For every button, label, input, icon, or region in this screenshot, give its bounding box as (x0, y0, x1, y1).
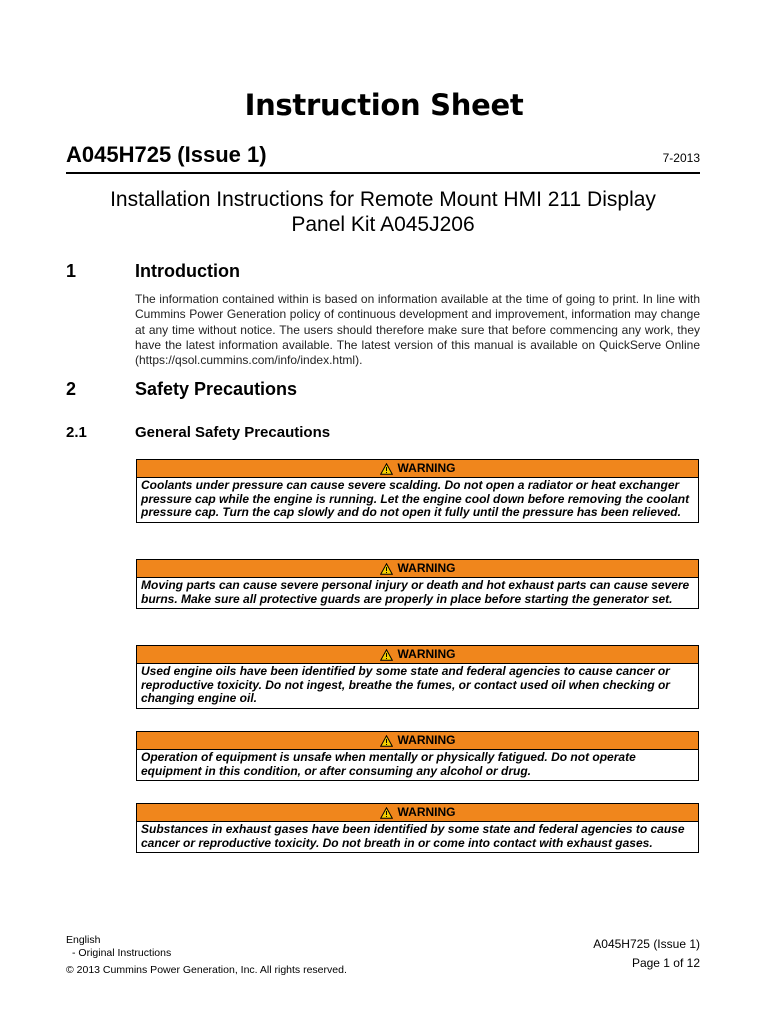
document-title: Instruction Sheet (244, 88, 524, 122)
warning-triangle-icon (380, 563, 393, 575)
subtitle-line-2: Panel Kit A045J206 (291, 213, 475, 236)
warning-box-fatigue (136, 731, 699, 781)
header-rule (66, 172, 700, 174)
warning-box-moving-parts (136, 559, 699, 609)
section-title-intro: Introduction (135, 261, 240, 281)
warning-label: WARNING (397, 805, 456, 819)
warning-header (137, 560, 698, 578)
warning-header (137, 732, 698, 750)
footer-original-instructions: - Original Instructions (72, 947, 172, 959)
footer-page-number: Page 1 of 12 (631, 956, 700, 970)
warning-label: WARNING (397, 561, 456, 575)
warning-text: Used engine oils have been identified by some state and federal agencies to cause cancer or reproductive toxicity. Do not ingest, breathe the fumes, or contact used oil when checking or changing engine oil. (141, 664, 670, 706)
intro-paragraph: The information contained within is based on information available at the time of going to print. In line with Cummins Power Generation policy of continuous development and improvement, information may change at any time without notice. The users should therefore make sure that before commencing any work, they have the latest information available. The latest version of this manual is available on QuickServe Online (https://qsol.cummins.com/info/index.html). (135, 292, 700, 368)
section-number-intro: 1 (66, 261, 77, 281)
subtitle-line-1: Installation Instructions for Remote Mount HMI 211 Display (110, 188, 656, 211)
warning-label: WARNING (397, 647, 456, 661)
warning-triangle-icon (380, 735, 393, 747)
document-id: A045H725 (Issue 1) (66, 142, 267, 167)
warning-box-coolant (136, 459, 699, 523)
warning-text: Coolants under pressure can cause severe scalding. Do not open a radiator or heat exchanger pressure cap while the engine is running. Let the engine cool down before removing the coolant pressure cap. Turn the cap slowly and do not open it fully until the pressure has been relieved. (141, 478, 690, 520)
warning-text: Substances in exhaust gases have been identified by some state and federal agencies to cause cancer or reproductive toxicity. Do not breath in or come into contact with exhaust gases. (141, 822, 685, 850)
section-title-safety: Safety Precautions (135, 379, 298, 399)
section-number-safety: 2 (66, 379, 77, 399)
warning-label: WARNING (397, 733, 456, 747)
document-date: 7-2013 (662, 151, 700, 165)
warning-header (137, 804, 698, 822)
footer-copyright: © 2013 Cummins Power Generation, Inc. All rights reserved. (66, 964, 347, 976)
document-subtitle (66, 187, 700, 237)
warning-triangle-icon (380, 807, 393, 819)
footer-language: English (66, 934, 101, 946)
warning-text: Operation of equipment is unsafe when mentally or physically fatigued. Do not operate equipment in this condition, or after consuming any alcohol or drug. (141, 750, 636, 778)
warning-box-engine-oil (136, 645, 699, 709)
warning-label: WARNING (397, 461, 456, 475)
warning-triangle-icon (380, 463, 393, 475)
footer-document-id: A045H725 (Issue 1) (593, 937, 700, 951)
warning-triangle-icon (380, 649, 393, 661)
warning-box-exhaust (136, 803, 699, 853)
subsection-number-general-safety: 2.1 (66, 424, 87, 441)
warning-text: Moving parts can cause severe personal injury or death and hot exhaust parts can cause severe burns. Make sure all protective guards are properly in place before starting the generator set. (141, 578, 690, 606)
warning-header (137, 460, 698, 478)
subsection-title-general-safety: General Safety Precautions (135, 424, 331, 441)
warning-header (137, 646, 698, 664)
